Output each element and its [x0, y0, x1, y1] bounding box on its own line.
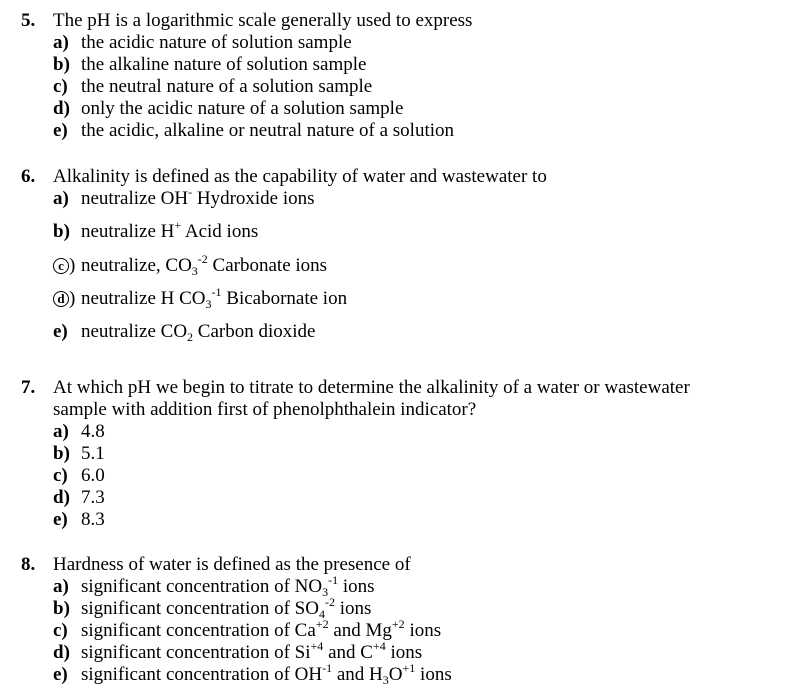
option-e[interactable]: e) the acidic, alkaline or neutral nature of a solution	[53, 120, 454, 141]
option-d[interactable]: d) significant concentration of $Si^{+4}$ and $C^{+4}$ ions	[53, 639, 423, 663]
option-text: 8.3	[81, 509, 105, 530]
option-d[interactable]: d) 7.3	[53, 487, 105, 508]
circled-letter-c: c	[53, 258, 69, 274]
option-b[interactable]: b) significant concentration of $SO_4^{-2}$ ions	[53, 595, 372, 621]
option-text: 4.8	[81, 421, 105, 442]
option-c[interactable]: c) the neutral nature of a solution sample	[53, 76, 373, 97]
option-text: 7.3	[81, 487, 105, 508]
option-e[interactable]: e) 8.3	[53, 509, 105, 530]
question-stem: The pH is a logarithmic scale generally used to express	[53, 10, 473, 31]
option-b[interactable]: b) neutralize H+ Acid ions	[53, 218, 259, 242]
option-a[interactable]: a) the acidic nature of solution sample	[53, 32, 352, 53]
question-number: 8.	[21, 554, 36, 575]
option-e[interactable]: e) significant concentration of $OH^{-1}$ and $H_3O^{+1}$ ions	[53, 661, 452, 687]
question-number: 6.	[21, 166, 36, 187]
option-e[interactable]: e) neutralize $CO_2$ Carbon dioxide	[53, 321, 316, 344]
option-a[interactable]: a) significant concentration of $NO_3^{-1}$ ions	[53, 573, 375, 599]
option-b[interactable]: b) 5.1	[53, 443, 105, 464]
question-stem: Hardness of water is defined as the presence of	[53, 554, 411, 575]
option-text: the neutral nature of a solution sample	[81, 76, 373, 97]
option-text: the acidic nature of solution sample	[81, 32, 352, 53]
option-d[interactable]: d ) neutralize H $CO_3^{-1}$ Bicabornate ion	[53, 288, 347, 310]
option-c[interactable]: c) 6.0	[53, 465, 105, 486]
option-d[interactable]: d) only the acidic nature of a solution sample	[53, 98, 404, 119]
option-text: the alkaline nature of solution sample	[81, 54, 367, 75]
circled-letter-d: d	[53, 291, 69, 307]
option-a[interactable]: a) 4.8	[53, 421, 105, 442]
option-text: only the acidic nature of a solution sample	[81, 98, 404, 119]
question-number: 7.	[21, 377, 36, 398]
option-c[interactable]: c ) neutralize, $CO_3^{-2}$ Carbonate ions	[53, 255, 327, 277]
option-a[interactable]: a) neutralize OH- Hydroxide ions	[53, 185, 315, 209]
option-text: 6.0	[81, 465, 105, 486]
question-stem-line-2: sample with addition first of phenolphthalein indicator?	[53, 399, 477, 420]
question-stem-line-1: At which pH we begin to titrate to determine the alkalinity of a water or wastewater	[53, 377, 690, 398]
option-text: the acidic, alkaline or neutral nature of a solution	[81, 120, 454, 141]
option-c[interactable]: c) significant concentration of $Ca^{+2}$ and $Mg^{+2}$ ions	[53, 617, 442, 641]
question-stem: Alkalinity is defined as the capability of water and wastewater to	[53, 166, 547, 187]
question-number: 5.	[21, 10, 36, 31]
option-text: 5.1	[81, 443, 105, 464]
option-b[interactable]: b) the alkaline nature of solution sample	[53, 54, 367, 75]
